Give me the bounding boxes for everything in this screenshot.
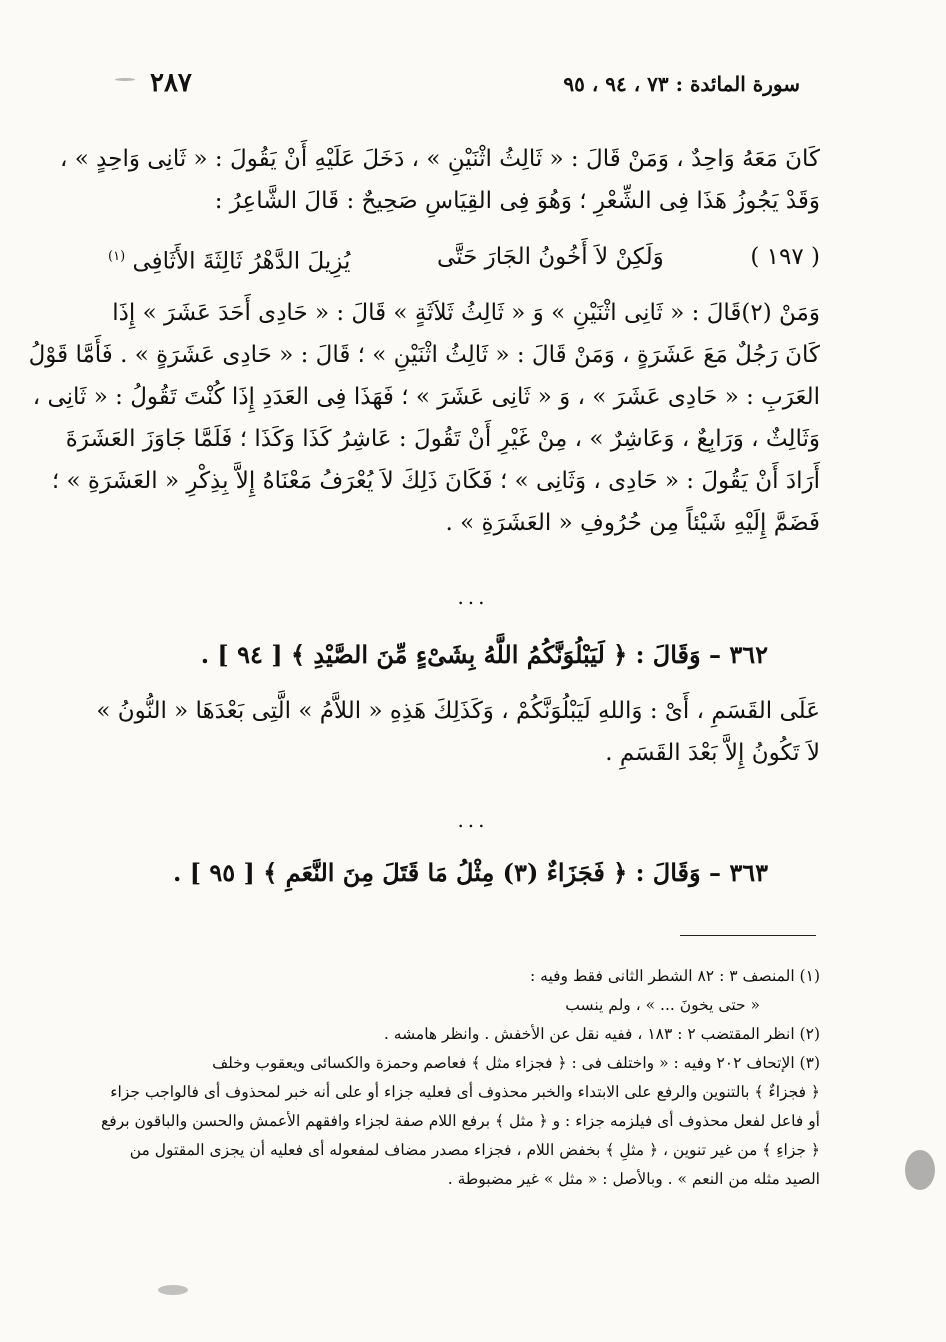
footnote-line: ﴿ فجزاءٌ ﴾ بالتنوين والرفع على الابتداء والخبر محذوف أى فعليه جزاء أو على أنه خبر لمحذوف أى فالواجب جزاء <box>110 1083 820 1101</box>
footnote-line: (٣) الإتحاف ٢٠٢ وفيه : « واختلف فى : ﴿ فجزاء مثل ﴾ فعاصم وحمزة والكسائى ويعقوب وخلف <box>212 1054 820 1072</box>
verse-number: ( ١٩٧ ) <box>750 244 820 270</box>
text-line: وَثَالِثٌ ، وَرَابِعٌ ، وَعَاشِرٌ » ، مِنْ غَيْرِ أَنْ تَقُولَ : عَاشِرُ كَذَا وَكَذَا ؛ فَلَمَّا جَاوَزَ العَشَرَةَ <box>65 426 820 452</box>
footnote-line: الصيد مثله من النعم » . وبالأصل : « مثل » غير مضبوطة . <box>447 1170 820 1188</box>
text-line: وَمَنْ (٢)قَالَ : « ثَانِى اثْنَيْنِ » وَ « ثَالِثُ ثَلاَثَةٍ » قَالَ : « حَادِى أَحَدَ عَشَرَ » إِذَا <box>112 300 820 326</box>
verse-second-half: يُزِيلَ الدَّهْرُ ثَالِثَةَ الأَثَافِى $^{(١)}$ <box>108 248 351 275</box>
footnote-line: « حتى يخونَ ... » ، ولم ينسب <box>565 996 760 1014</box>
entry-362-body <box>96 690 820 774</box>
entry-363-heading: ٣٦٣ – وَقَالَ : ﴿ فَجَزَاءٌ (٣) مِثْلُ مَا قَتَلَ مِنَ النَّعَمِ ﴾ [ ٩٥ ] . <box>172 858 768 887</box>
section-separator: ... <box>457 585 489 609</box>
footnote-line: ﴿ جزاءِ ﴾ من غير تنوين ، ﴿ مثلِ ﴾ بخفض اللام ، فجزاء مصدر مضاف لمفعوله أى فعليه أن يجزى المقتول من <box>129 1141 820 1159</box>
text-line: كَانَ رَجُلٌ مَعَ عَشَرَةٍ ، وَمَنْ قَالَ : « ثَالِثُ اثْنَيْنِ » ؛ قَالَ : « حَادِى عَشَرَةٍ » . فَأَمَّا قَوْلُ <box>28 342 820 368</box>
poetry-verse <box>108 236 820 283</box>
text-line: كَانَ مَعَهُ وَاحِدٌ ، وَمَنْ قَالَ : « ثَالِثُ اثْنَيْنِ » ، دَخَلَ عَلَيْهِ أَنْ يَقُولَ : « ثَانِى وَاحِدٍ » ، <box>60 146 820 172</box>
text-line: فَضَمَّ إِلَيْهِ شَيْئاً مِن حُرُوفِ « العَشَرَةِ » . <box>445 510 820 536</box>
text-line: أَرَادَ أَنْ يَقُولَ : « حَادِى ، وَثَانِى » ؛ فَكَانَ ذَلِكَ لاَ يُعْرَفُ مَعْنَاهُ إِلاَّ بِذِكْرِ « العَشَرَةِ » ؛ <box>51 468 820 494</box>
paragraph-1 <box>60 138 820 222</box>
verse-first-half: وَلَكِنْ لاَ أَخُونُ الجَارَ حَتَّى <box>436 244 664 270</box>
footnote-line: (١) المنصف ٣ : ٨٢ الشطر الثانى فقط وفيه : <box>529 967 820 985</box>
page-header <box>150 68 810 106</box>
paragraph-2 <box>28 292 820 544</box>
text-line: العَرَبِ : « حَادِى عَشَرَ » ، وَ « ثَانِى عَشَرَ » ؛ فَهَذَا فِى العَدَدِ إِذَا كُنْتَ تَقُولُ : « ثَانِى ، <box>32 384 820 410</box>
footnote-line: (٢) انظر المقتضب ٢ : ١٨٣ ، ففيه نقل عن الأخفش . وانظر هامشه . <box>383 1025 820 1043</box>
surah-title: سورة المائدة : ٧٣ ، ٩٤ ، ٩٥ <box>563 72 800 96</box>
entry-362-heading: ٣٦٢ – وَقَالَ : ﴿ لَيَبْلُوَنَّكُمُ اللَّهُ بِشَىْءٍ مِّنَ الصَّيْدِ ﴾ [ ٩٤ ] . <box>200 640 768 669</box>
text-line: عَلَى القَسَمِ ، أَىْ : وَاللهِ لَيَبْلُوَنَّكُمْ ، وَكَذَلِكَ هَذِهِ « اللاَّمُ » الَّتِى بَعْدَهَا « النُّونُ » <box>96 698 820 724</box>
footnote-ref: (١) <box>108 249 126 264</box>
scan-smudge <box>905 1150 935 1190</box>
footnotes <box>101 962 820 1194</box>
scan-smudge <box>158 1285 188 1295</box>
page-number: ٢٨٧ <box>150 68 192 98</box>
footnote-line: أو فاعل لفعل محذوف أى فيلزمه جزاء : و ﴿ مثل ﴾ برفع اللام صفة لجزاء وافقهم الأعمش والحسن والباقون برفع <box>101 1112 820 1130</box>
scan-smudge <box>115 78 135 81</box>
footnote-divider <box>680 935 816 936</box>
text-line: وَقَدْ يَجُوزُ هَذَا فِى الشِّعْرِ ؛ وَهُوَ فِى القِيَاسِ صَحِيحٌ : قَالَ الشَّاعِرُ : <box>214 188 820 214</box>
section-separator: ... <box>457 808 489 832</box>
text-line: لاَ تَكُونُ إِلاَّ بَعْدَ القَسَمِ . <box>605 740 820 766</box>
